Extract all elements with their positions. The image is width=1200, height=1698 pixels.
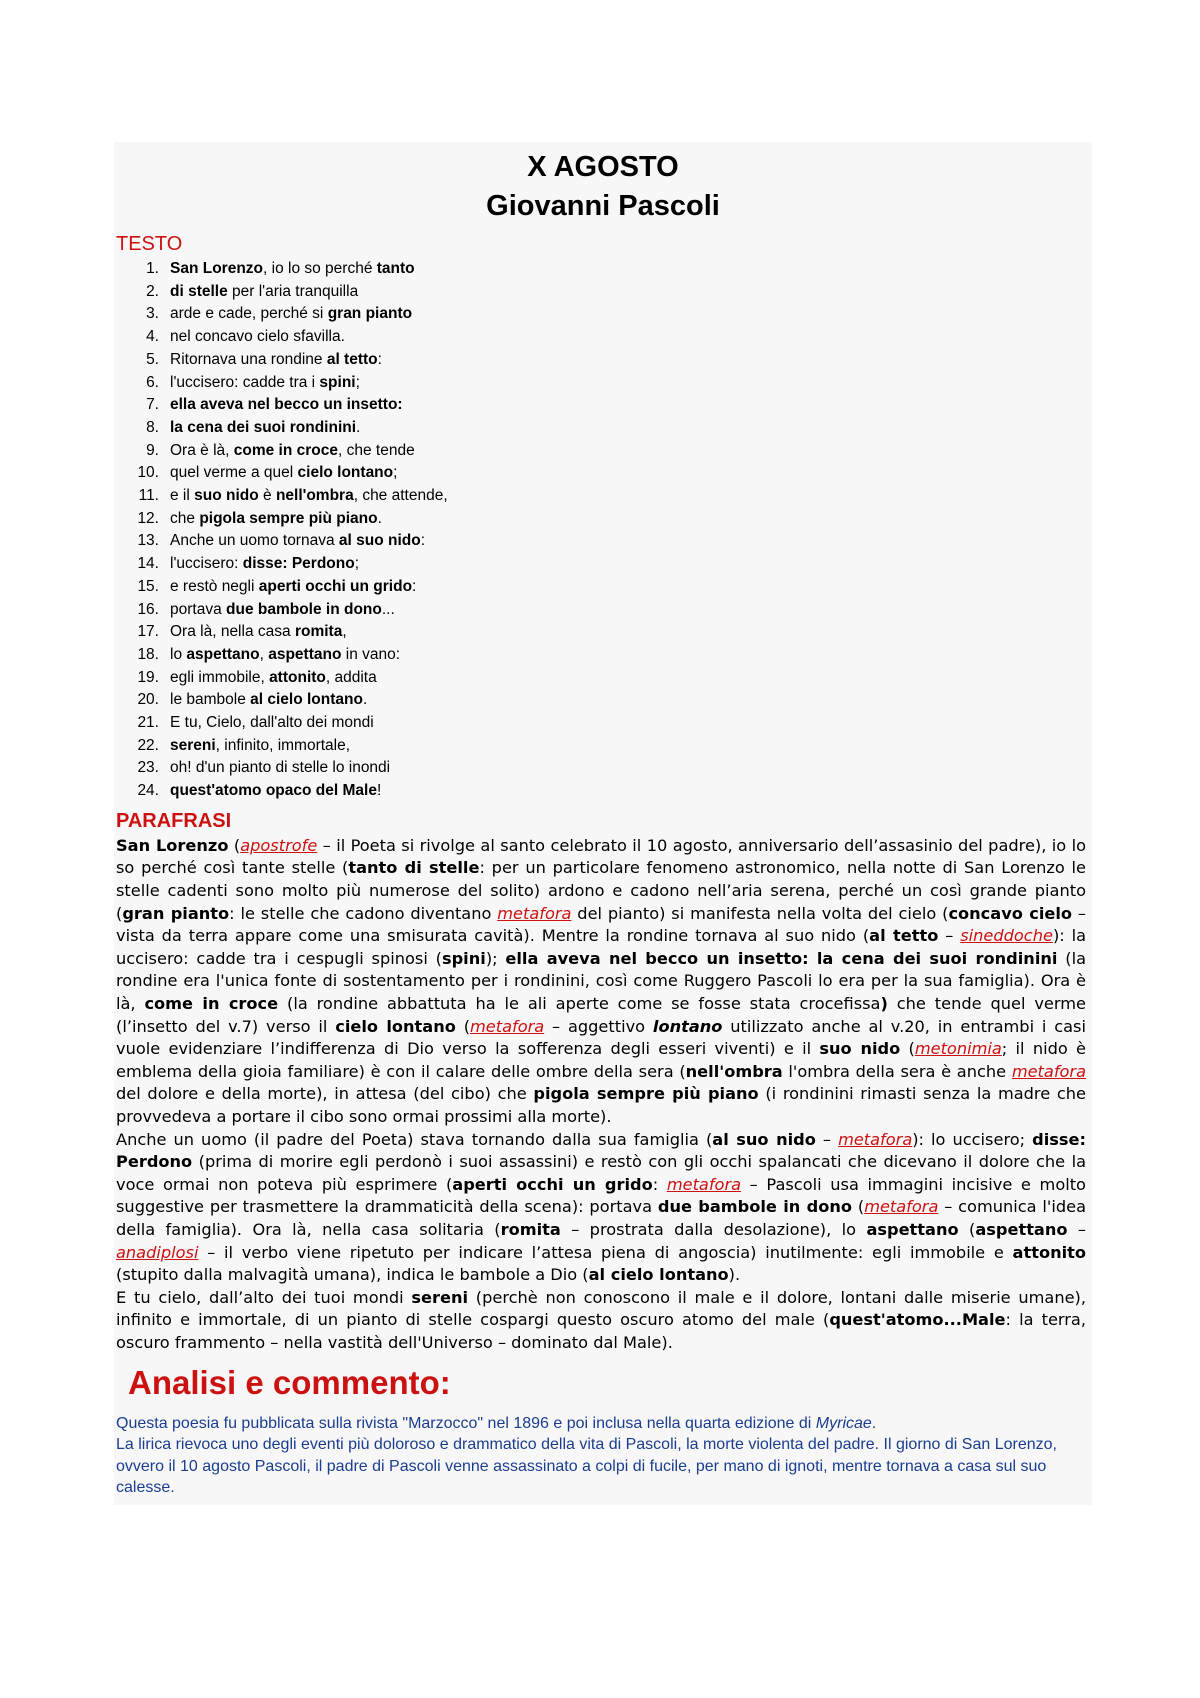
line-number: 21. [137,714,159,732]
figure-of-speech: metonimia [914,1039,1002,1059]
poem-line [114,576,1092,599]
line-number: 6. [146,373,159,391]
line-text [170,644,400,667]
text-run: . [356,418,361,436]
emphasis: quest'atomo opaco del Male [170,782,377,800]
text-run: ... [381,600,395,618]
line-text [170,508,382,531]
poem-line [114,417,1092,440]
emphasis: aspettano [975,1219,1068,1239]
text-run: quel verme a quel [170,464,298,482]
emphasis: nell'ombra [685,1061,783,1081]
text-run: – vista da terra appare come una smisurata cavità). Mentre la rondine tornava al suo nido ( [116,903,1086,946]
emphasis: sereni [411,1287,469,1307]
text-run: ( [900,1039,915,1059]
emphasis: al suo nido [712,1129,816,1149]
line-text [170,417,360,440]
emphasis: gran pianto [327,305,413,323]
analisi-text [114,1413,1092,1499]
emphasis: disse: Perdono [116,1129,1086,1172]
text-run: l'uccisero: cadde tra i [170,373,320,391]
emphasis: cielo lontano [335,1016,456,1036]
text-run: . [871,1414,877,1432]
text-run: , io lo so perché [263,260,377,277]
italic-text: Myricae [815,1414,872,1432]
emphasis: al tetto [326,350,378,368]
emphasis: aspettano [186,645,260,663]
emphasis: aspettano [866,1219,959,1239]
line-number: 16. [137,600,159,618]
text-run: e il [170,487,195,505]
figure-of-speech: metafora [838,1129,913,1149]
line-text [170,440,415,463]
emphasis: suo nido [194,487,259,505]
text-run: : le stelle che cadono diventano [229,903,498,923]
text-run: ( [958,1219,976,1239]
line-number: 10. [137,464,159,482]
text-run: nel concavo cielo sfavilla. [170,328,345,346]
text-run: , [259,645,269,663]
text-run: l'uccisero: [170,555,243,573]
line-text [170,735,350,758]
emphasis: ella aveva nel becco un insetto: [170,396,403,414]
emphasis: gran pianto [122,903,230,923]
text-run: : per un particolare fenomeno astronomico, nella notte di San Lorenzo le stelle cadenti sono molto più numerose del solito) ardono e cadono nell’aria serena, perché un così grande pianto ( [116,858,1087,923]
parafrasi-text [116,835,1086,1355]
text-run: . [362,691,368,709]
figure-of-speech: metafora [1011,1061,1086,1081]
emphasis: disse: Perdono [242,555,355,573]
figure-of-speech: sineddoche [960,926,1053,946]
emphasis: due bambole in dono [226,600,382,618]
line-number: 23. [137,759,159,777]
text-run: arde e cade, perché si [170,305,328,323]
line-text [170,281,358,304]
text-run: – [815,1129,839,1149]
poem-line [114,462,1092,485]
emphasis: due bambole in dono [657,1197,853,1217]
emphasis: pigola sempre più piano [533,1084,759,1104]
text-run: Questa poesia fu pubblicata sulla rivista "Marzocco" nel 1896 e poi inclusa nella quarta edizione di [116,1414,816,1432]
poem-line [114,508,1092,531]
emphasis: come in croce [233,441,338,459]
poem-line [114,599,1092,622]
line-text [170,757,390,780]
figure-of-speech: apostrofe [240,835,318,855]
emphasis: quest'atomo...Male [829,1310,1006,1330]
text-run: : la terra, oscuro frammento – nella vastità dell'Universo – dominato dal Male). [116,1310,1086,1352]
parafrasi-paragraph [116,1287,1086,1355]
text-run: che [170,509,200,527]
line-text [170,258,415,281]
line-text [170,599,395,622]
line-number: 19. [137,668,159,686]
text-run: ): lo uccisero; [912,1129,1033,1149]
poem-line [114,303,1092,326]
line-text [170,349,382,372]
text-run: : [652,1174,667,1194]
text-run: in vano: [341,645,401,663]
text-run: ; [354,555,360,573]
parafrasi-paragraph [116,1129,1086,1287]
text-run: lo [170,645,187,663]
text-run: Ritornava una rondine [170,350,327,368]
line-text [170,303,412,326]
text-run: (la rondine abbattuta ha le ali aperte come se fosse stata crocefissa [278,994,881,1014]
poem-line [114,780,1092,803]
line-number: 14. [137,555,159,573]
text-run: è [258,487,276,505]
line-number: 18. [137,645,159,663]
line-text [170,621,347,644]
emphasis: di stelle [170,282,228,300]
text-run: (prima di morire egli perdonò i suoi assassini) e restò con gli occhi spalancati che dicevano il dolore che la voce ormai non poteva più esprimere ( [116,1152,1086,1194]
emphasis: la cena dei suoi rondinini [170,418,357,436]
line-number: 20. [137,691,159,709]
line-text [170,530,425,553]
line-number: 7. [146,396,159,414]
poem-line [114,757,1092,780]
emphasis: concavo cielo [948,903,1073,923]
emphasis: come in croce [144,994,279,1014]
emphasis: al cielo lontano [588,1265,729,1285]
line-text [170,326,345,349]
text-run: – comunica l'idea della famiglia). Ora là, nella casa solitaria ( [116,1197,1086,1239]
emphasis: aperti occhi un grido [258,577,413,595]
text-run: ; [393,464,398,482]
text-run: per l'aria tranquilla [227,282,359,300]
document-panel [114,142,1092,1505]
text-run: ( [455,1016,471,1036]
text-run: le bambole [170,691,251,709]
text-run: ): la uccisero: cadde tra i cespugli spinosi ( [116,926,1087,968]
figure-of-speech: metafora [470,1016,545,1036]
emphasis: spini [441,948,486,968]
text-run: ); [485,948,506,968]
parafrasi-heading: PARAFRASI [116,809,232,832]
emphasis: ella aveva nel becco un insetto: la cena dei suoi rondinini [505,948,1058,968]
analisi-paragraph [116,1434,1090,1499]
line-text [170,372,360,395]
text-run: utilizzato anche al v.20, in entrambi i casi vuole evidenziare l’indifferenza di Dio verso la sofferenza degli esseri viventi) e il [116,1016,1086,1059]
poem-line [114,258,1092,281]
text-run: (la rondine era l'unica fonte di sostentamento per i rondinini, così come Ruggero Pascoli lo era per la sua famiglia). Ora è là, [116,948,1086,1014]
parafrasi-paragraph [116,835,1086,1129]
emphasis: attonito [1012,1242,1086,1262]
emphasis: spini [319,373,356,391]
line-text [170,667,377,690]
emphasis: aperti occhi un grido [452,1174,653,1194]
text-run: – aggettivo [544,1016,653,1036]
line-text [170,394,403,417]
text-run: Anche un uomo (il padre del Poeta) stava tornando dalla sua famiglia ( [116,1129,713,1149]
line-number: 22. [137,736,159,754]
text-run: ( [852,1197,865,1217]
text-run: (perchè non conoscono il male e il dolore, lontani dalle miserie umane), infinito e immortale, di un pianto di stelle cospargi questo oscuro atomo del male ( [116,1287,1087,1330]
text-run: del dolore e della morte), in attesa (del cibo) che [116,1084,534,1104]
text-run: (i rondinini rimasti senza la madre che provvedeva a portare il cibo sono ormai prossimi alla morte). [116,1084,1086,1126]
text-run: , che attende, [353,487,448,505]
poem-line [114,349,1092,372]
poem-line [114,394,1092,417]
text-run: (stupito dalla malvagità umana), indica le bambole a Dio ( [116,1265,589,1285]
line-text [170,462,397,485]
text-run: – il verbo viene ripetuto per indicare l’attesa piena di angoscia) inutilmente: egli immobile e [198,1242,1013,1262]
text-run: E tu, Cielo, dall'alto dei mondi [170,714,374,732]
text-run: portava [170,600,227,618]
poem-title: X AGOSTO [527,151,679,183]
emphasis: nell'ombra [275,487,354,505]
poem-line [114,712,1092,735]
emphasis: al cielo lontano [250,691,363,709]
poem-line [114,372,1092,395]
text-run: oh! d'un pianto di stelle lo inondi [170,759,391,777]
text-run: ; il nido è emblema della gioia familiare) è con il calare delle ombre della sera ( [116,1039,1087,1081]
emphasis: attonito [269,668,326,686]
text-run: – il Poeta si rivolge al santo celebrato il 10 agosto, anniversario dell’assasinio del padre), io lo so perché così tante stelle ( [116,835,1086,878]
text-run: Ora là, nella casa [170,623,295,641]
emphasis: lontano [652,1016,723,1036]
poem-author: Giovanni Pascoli [486,190,720,222]
text-run: l'ombra della sera è anche [782,1061,1012,1081]
text-run: La lirica rievoca uno degli eventi più doloroso e drammatico della vita di Pascoli, la morte violenta del padre. Il giorno di San Lorenzo, ovvero il 10 agosto Pascoli, il padre di Pascoli venne assassinato a colpi di fucile, per mano di ignoti, mentre tornava a casa sul suo calesse. [116,1436,1057,1497]
text-run: – [1067,1219,1086,1239]
line-number: 8. [146,418,159,436]
figure-of-speech: metafora [864,1197,939,1217]
line-text [170,576,416,599]
text-run: , [342,623,347,641]
line-number: 5. [146,350,159,368]
text-run: : [412,577,417,595]
text-run: . [377,509,382,527]
text-run: del pianto) si manifesta nella volta del cielo ( [571,903,949,923]
figure-of-speech: anadiplosi [116,1242,199,1262]
text-run: : [420,532,426,550]
emphasis: sereni [170,736,216,754]
line-number: 9. [146,441,159,459]
text-run: – Pascoli usa immagini incisive e molto suggestive per trasmettere la drammaticità della scena): portava [116,1174,1086,1217]
text-run: – prostrata dalla desolazione), lo [560,1219,867,1239]
analisi-heading: Analisi e commento: [128,1363,451,1401]
emphasis: aspettano [268,645,342,663]
poem-line [114,621,1092,644]
poem-line [114,689,1092,712]
line-number: 13. [137,532,159,550]
figure-of-speech: metafora [666,1174,742,1194]
emphasis: pigola sempre più piano [199,509,378,527]
line-text [170,485,448,508]
text-run: Ora è là, [170,441,234,459]
emphasis: San Lorenzo [170,260,264,277]
text-run: che tende quel verme (l’insetto del v.7) verso il [116,994,1086,1036]
poem-line [114,644,1092,667]
text-run: , che tende [338,441,415,459]
poem-line [114,281,1092,304]
text-run: ! [376,782,382,800]
text-run: e restò negli [170,577,259,595]
emphasis: tanto di stelle [348,858,480,878]
emphasis: ) [880,994,888,1014]
poem-line [114,440,1092,463]
line-number: 4. [146,328,159,346]
emphasis: cielo lontano [297,464,394,482]
line-number: 17. [137,623,159,641]
line-number: 12. [137,509,159,527]
emphasis: suo nido [819,1039,901,1059]
emphasis: tanto [376,260,415,277]
text-run: , addita [325,668,377,686]
line-text [170,780,381,803]
poem-line [114,530,1092,553]
line-number: 3. [146,305,159,323]
line-number: 1. [146,260,159,277]
poem-text [114,258,1092,803]
line-number: 2. [146,282,159,300]
emphasis: romita [294,623,343,641]
text-run: egli immobile, [170,668,270,686]
poem-line [114,667,1092,690]
text-run: ( [228,835,241,855]
line-number: 15. [137,577,159,595]
text-run: – [938,926,961,946]
text-run: Anche un uomo tornava [170,532,339,550]
figure-of-speech: metafora [497,903,572,923]
line-text [170,689,367,712]
poem-line [114,326,1092,349]
text-run: ; [355,373,360,391]
emphasis: San Lorenzo [116,835,229,855]
text-run: ). [728,1265,741,1285]
line-text [170,712,374,735]
text-run: , infinito, immortale, [215,736,351,754]
analisi-paragraph [116,1413,1090,1435]
emphasis: romita [500,1219,561,1239]
poem-line [114,735,1092,758]
poem-line [114,485,1092,508]
text-run: E tu cielo, dall’alto dei tuoi mondi [116,1287,412,1307]
line-text [170,553,359,576]
text-run: : [377,350,382,368]
poem-line [114,553,1092,576]
emphasis: al suo nido [338,532,421,550]
testo-heading: TESTO [116,233,183,255]
emphasis: al tetto [869,926,939,946]
line-number: 11. [138,487,159,505]
line-number: 24. [137,782,159,800]
